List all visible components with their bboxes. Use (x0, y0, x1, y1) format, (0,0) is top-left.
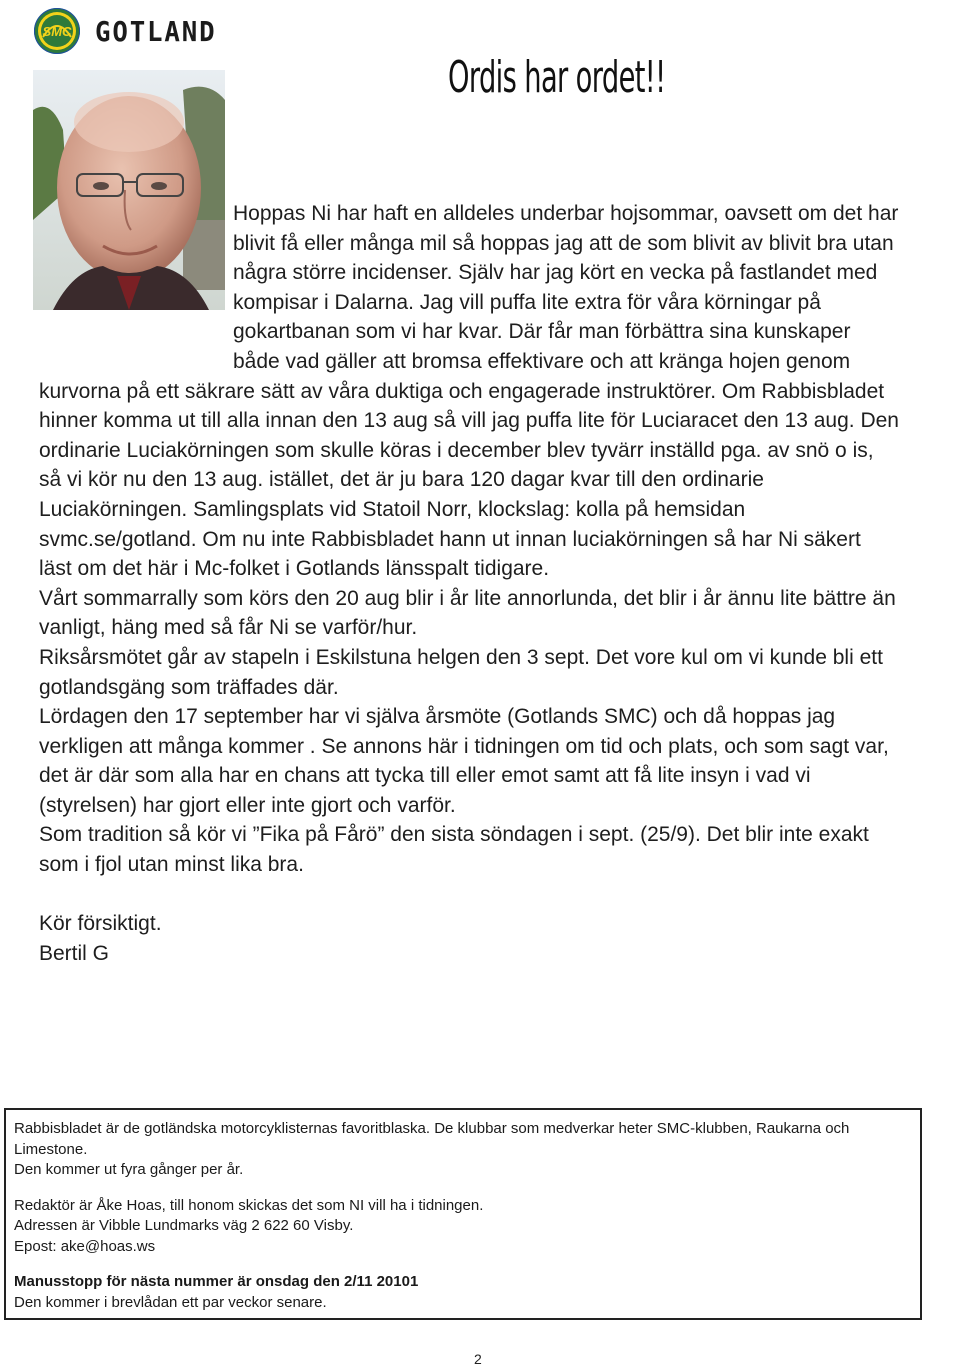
logo-text: SMC (42, 24, 72, 39)
info-line-7: Den kommer i brevlådan ett par veckor senare. (14, 1293, 327, 1311)
signoff: Kör försiktigt. (39, 912, 162, 936)
page-number: 2 (474, 1351, 482, 1367)
paragraph-1: Hoppas Ni har haft en alldeles underbar hojsommar, oavsett om det har blivit få eller många mil så hoppas jag att de som blivit av blivit bra utan några större incidenser. Själv har jag kört en vecka på fastlandet med kompisar i Dalarna. Jag vill puffa lite extra för våra körningar på gokartbanan som vi har kvar. Där får man förbättra sina kunskaper både vad gäller att bromsa effektivare och att kränga hojen genom kurvorna på ett säkrare sätt av våra duktiga och engagerade instruktörer. Om Rabbisbladet hinner komma ut till alla innan den 13 aug så vill jag puffa lite för Luciaracet den 13 aug. Den ordinarie Luciakörningen som skulle köras i december blev tyvärr inställd pga. av snö o is, så vi kör nu den 13 aug. istället, det är ju bara 120 dagar kvar till den ordinarie Luciakörningen. Samlingsplats vid Statoil Norr, klockslag: kolla på hemsidan svmc.se/gotland. Om nu inte Rabbisbladet hann ut innan luciakörningen så har Ni säkert läst om det här i Mc-folket i Gotlands länsspalt tidigare. (39, 202, 899, 581)
brand-name: GOTLAND (95, 14, 217, 48)
signature: Bertil G (39, 941, 110, 965)
paragraph-4: Lördagen den 17 september har vi själva årsmöte (Gotlands SMC) och då hoppas jag verkligen att många kommer . Se annons här i tidningen om tid och plats, och som sagt var, det är där som alla har en chans att tycka till eller emot samt att få lite insyn i vad vi (styrelsen) har gjort eller inte gjort och varför. (39, 705, 889, 817)
paragraph-2: Vårt sommarrally som körs den 20 aug blir i år lite annorlunda, det blir i år ännu lite bättre än vanligt, häng med så får Ni se varför/hur. (39, 586, 896, 640)
info-deadline: Manusstopp för nästa nummer är onsdag den 2/11 20101 (14, 1273, 419, 1290)
info-box (4, 1108, 922, 1320)
photo-wrap-spacer (39, 199, 233, 347)
header (33, 8, 227, 54)
smc-logo (33, 7, 81, 55)
paragraph-3: Riksårsmötet går av stapeln i Eskilstuna helgen den 3 sept. Det vore kul om vi kunde bli ett gotlandsgäng som träffades där. (39, 645, 883, 699)
article-title: Ordis har ordet!! (448, 52, 666, 103)
info-line-1: Rabbisbladet är de gotländska motorcyklisternas favoritblaska. De klubbar som medverkar heter SMC-klubben, Raukarna och Limestone. (14, 1120, 850, 1158)
info-line-2: Den kommer ut fyra gånger per år. (14, 1161, 244, 1178)
article-body (39, 199, 899, 968)
info-line-4: Adressen är Vibble Lundmarks väg 2 622 60 Visby. (14, 1217, 354, 1234)
paragraph-5: Som tradition så kör vi ”Fika på Fårö” den sista söndagen i sept. (25/9). Det blir inte exakt som i fjol utan minst lika bra. (39, 823, 869, 877)
info-line-5: Epost: ake@hoas.ws (14, 1237, 156, 1255)
info-line-3: Redaktör är Åke Hoas, till honom skickas det som NI vill ha i tidningen. (14, 1196, 484, 1214)
